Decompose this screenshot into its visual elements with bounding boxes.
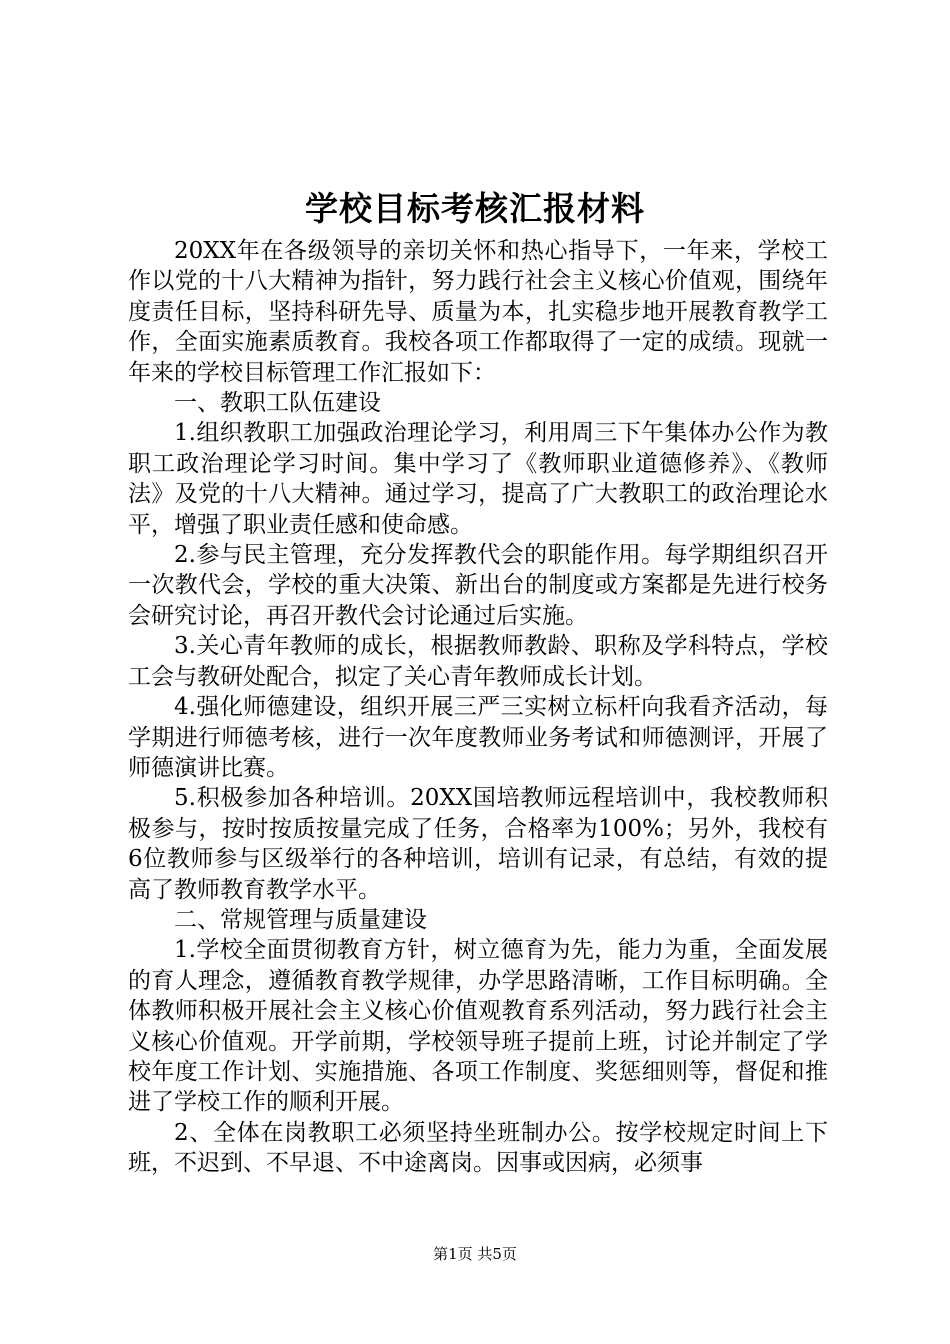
body-paragraph: 2.参与民主管理，充分发挥教代会的职能作用。每学期组织召开一次教代会，学校的重大决策、新出台的制度或方案都是先进行校务会研究讨论，再召开教代会讨论通过后实施。 — [128, 542, 828, 629]
document-body — [128, 236, 828, 1179]
body-paragraph: 1.组织教职工加强政治理论学习，利用周三下午集体办公作为教职工政治理论学习时间。集中学习了《教师职业道德修养》、《教师法》及党的十八大精神。通过学习，提高了广大教职工的政治理论水平，增强了职业责任感和使命感。 — [128, 420, 828, 538]
body-paragraph: 3.关心青年教师的成长，根据教师教龄、职称及学科特点，学校工会与教研处配合，拟定了关心青年教师成长计划。 — [128, 633, 828, 690]
section-heading: 一、教职工队伍建设 — [174, 390, 381, 417]
body-paragraph: 4.强化师德建设，组织开展三严三实树立标杆向我看齐活动，每学期进行师德考核，进行一次年度教师业务考试和师德测评，开展了师德演讲比赛。 — [128, 694, 828, 781]
section-heading: 二、常规管理与质量建设 — [174, 906, 427, 933]
page-number-footer: 第1页 共5页 — [433, 1245, 517, 1263]
body-paragraph: 1.学校全面贯彻教育方针，树立德育为先，能力为重，全面发展的育人理念，遵循教育教学规律，办学思路清晰，工作目标明确。全体教师积极开展社会主义核心价值观教育系列活动，努力践行社会主义核心价值观。开学前期，学校领导班子提前上班，讨论并制定了学校年度工作计划、实施措施、各项工作制度、奖惩细则等，督促和推进了学校工作的顺利开展。 — [128, 937, 828, 1116]
body-paragraph: 2、全体在岗教职工必须坚持坐班制办公。按学校规定时间上下班，不迟到、不早退、不中途离岗。因事或因病，必须事 — [128, 1119, 828, 1177]
document-title: 学校目标考核汇报材料 — [305, 189, 645, 228]
body-paragraph: 5.积极参加各种培训。20XX国培教师远程培训中，我校教师积极参与，按时按质按量完成了任务，合格率为100%；另外，我校有6位教师参与区级举行的各种培训，培训有记录，有总结，有效的提高了教师教育教学水平。 — [128, 785, 828, 903]
intro-paragraph: 20XX年在各级领导的亲切关怀和热心指导下，一年来，学校工作以党的十八大精神为指针，努力践行社会主义核心价值观，围绕年度责任目标，坚持科研先导、质量为本，扎实稳步地开展教育教学工作，全面实施素质教育。我校各项工作都取得了一定的成绩。现就一年来的学校目标管理工作汇报如下： — [128, 238, 828, 386]
